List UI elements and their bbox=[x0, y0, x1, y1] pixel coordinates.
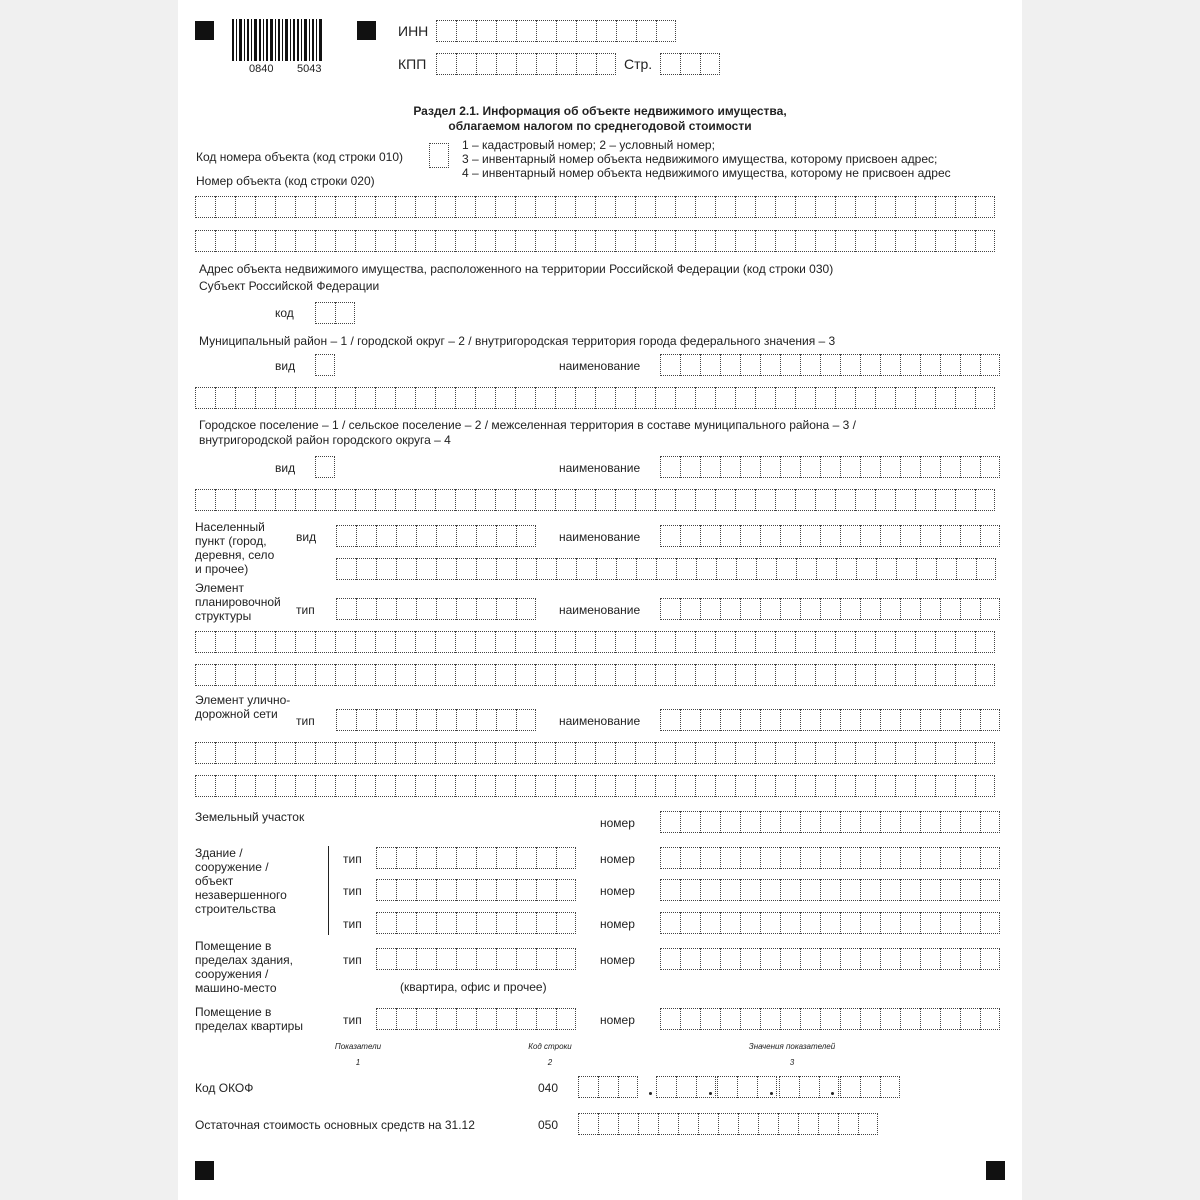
road-label: Элемент улично-дорожной сети bbox=[195, 693, 291, 721]
planning-type-field[interactable] bbox=[336, 598, 536, 620]
building-type-label-1: тип bbox=[343, 852, 362, 866]
locality-label: Населенный пункт (город, деревня, село и прочее) bbox=[195, 520, 275, 576]
flat-premises-type-field[interactable] bbox=[376, 1008, 576, 1030]
municipal-name-row-1[interactable] bbox=[660, 354, 1000, 376]
okof-group-3[interactable] bbox=[717, 1076, 777, 1098]
okof-group-2[interactable] bbox=[656, 1076, 716, 1098]
object-number-label: Номер объекта (код строки 020) bbox=[196, 174, 375, 188]
flat-premises-type-label: тип bbox=[343, 1013, 362, 1027]
okof-separator-dot bbox=[649, 1092, 652, 1095]
object-number-row-1[interactable] bbox=[195, 196, 995, 218]
building-number-field-3[interactable] bbox=[660, 912, 1000, 934]
locality-name-label: наименование bbox=[559, 530, 641, 544]
okof-group-5[interactable] bbox=[840, 1076, 900, 1098]
locality-kind-field[interactable] bbox=[336, 525, 536, 547]
building-number-label-2: номер bbox=[600, 884, 635, 898]
municipal-name-row-2[interactable] bbox=[195, 387, 995, 409]
building-number-label-3: номер bbox=[600, 917, 635, 931]
premises-hint: (квартира, офис и прочее) bbox=[400, 980, 547, 994]
building-number-field-2[interactable] bbox=[660, 879, 1000, 901]
address-heading: Адрес объекта недвижимого имущества, расположенного на территории Российской Федерации (код строки 030) bbox=[199, 262, 834, 276]
planning-name-label: наименование bbox=[559, 603, 641, 617]
okof-group-4[interactable] bbox=[779, 1076, 839, 1098]
residual-value-line-code: 050 bbox=[538, 1118, 559, 1132]
flat-premises-number-field[interactable] bbox=[660, 1008, 1000, 1030]
object-code-option-1: 1 – кадастровый номер; 2 – условный номер; bbox=[462, 138, 715, 152]
corner-marker-bottom-left bbox=[195, 1161, 214, 1180]
object-code-option-3: 4 – инвентарный номер объекта недвижимого имущества, которому не присвоен адрес bbox=[462, 166, 951, 180]
kpp-label: КПП bbox=[398, 56, 427, 72]
corner-marker-bottom-right bbox=[986, 1161, 1005, 1180]
page-number-field[interactable] bbox=[660, 53, 720, 75]
barcode-number-right: 5043 bbox=[297, 63, 322, 75]
municipal-name-label: наименование bbox=[559, 359, 641, 373]
flat-premises-label: Помещение в пределах квартиры bbox=[195, 1005, 303, 1033]
building-bracket bbox=[328, 846, 329, 935]
section-title-line1: Раздел 2.1. Информация об объекте недвижимого имущества, bbox=[413, 104, 787, 118]
okof-separator-dot bbox=[831, 1092, 834, 1095]
building-type-field-1[interactable] bbox=[376, 847, 576, 869]
subject-code-label: код bbox=[275, 306, 294, 320]
building-number-field-1[interactable] bbox=[660, 847, 1000, 869]
inn-field[interactable] bbox=[436, 20, 676, 42]
locality-name-row-1[interactable] bbox=[660, 525, 1000, 547]
road-type-label: тип bbox=[296, 714, 315, 728]
road-name-row-2[interactable] bbox=[195, 742, 995, 764]
okof-line-code: 040 bbox=[538, 1081, 559, 1095]
subject-code-field[interactable] bbox=[315, 302, 355, 324]
premises-label: Помещение в пределах здания, сооружения / машино-место bbox=[195, 939, 293, 995]
land-number-label: номер bbox=[600, 816, 635, 830]
building-type-field-2[interactable] bbox=[376, 879, 576, 901]
building-type-label-3: тип bbox=[343, 917, 362, 931]
table-header-number-3: 3 bbox=[789, 1058, 795, 1067]
okof-label: Код ОКОФ bbox=[195, 1081, 254, 1095]
building-number-label-1: номер bbox=[600, 852, 635, 866]
settlement-kind-field[interactable] bbox=[315, 456, 335, 478]
barcode-number-left: 0840 bbox=[249, 63, 274, 75]
residual-value-label: Остаточная стоимость основных средств на 31.12 bbox=[195, 1118, 475, 1132]
object-code-label: Код номера объекта (код строки 010) bbox=[196, 150, 403, 164]
premises-type-label: тип bbox=[343, 953, 362, 967]
table-header-number-2: 2 bbox=[547, 1058, 553, 1067]
okof-separator-dot bbox=[770, 1092, 773, 1095]
municipal-heading: Муниципальный район – 1 / городской округ – 2 / внутригородская территория города федерального значения – 3 bbox=[199, 334, 836, 348]
object-code-option-2: 3 – инвентарный номер объекта недвижимого имущества, которому присвоен адрес; bbox=[462, 152, 938, 166]
subject-label: Субъект Российской Федерации bbox=[199, 279, 380, 293]
kpp-field[interactable] bbox=[436, 53, 616, 75]
settlement-heading-line1: Городское поселение – 1 / сельское поселение – 2 / межселенная территория в составе муниципального района – 3 / bbox=[199, 418, 856, 432]
land-number-field[interactable] bbox=[660, 811, 1000, 833]
settlement-heading-line2: внутригородской район городского округа – 4 bbox=[199, 433, 451, 447]
land-label: Земельный участок bbox=[195, 810, 305, 824]
okof-group-1[interactable] bbox=[578, 1076, 638, 1098]
road-name-row-1[interactable] bbox=[660, 709, 1000, 731]
planning-name-row-3[interactable] bbox=[195, 664, 995, 686]
building-type-label-2: тип bbox=[343, 884, 362, 898]
object-number-row-2[interactable] bbox=[195, 230, 995, 252]
road-name-row-3[interactable] bbox=[195, 775, 995, 797]
road-name-label: наименование bbox=[559, 714, 641, 728]
flat-premises-number-label: номер bbox=[600, 1013, 635, 1027]
form-page bbox=[178, 0, 1022, 1200]
table-header-number-1: 1 bbox=[355, 1058, 361, 1067]
municipal-kind-field[interactable] bbox=[315, 354, 335, 376]
section-title-line2: облагаемом налогом по среднегодовой стоимости bbox=[448, 119, 752, 133]
settlement-name-row-2[interactable] bbox=[195, 489, 995, 511]
inn-label: ИНН bbox=[398, 23, 429, 39]
corner-marker-top-left bbox=[195, 21, 214, 40]
planning-name-row-1[interactable] bbox=[660, 598, 1000, 620]
table-header-values: Значения показателей bbox=[748, 1042, 836, 1051]
locality-name-row-2[interactable] bbox=[336, 558, 996, 580]
page-label: Стр. bbox=[624, 56, 653, 72]
locality-kind-label: вид bbox=[296, 530, 317, 544]
object-code-field[interactable] bbox=[429, 143, 449, 168]
corner-marker-top-center bbox=[357, 21, 376, 40]
premises-type-field[interactable] bbox=[376, 948, 576, 970]
planning-name-row-2[interactable] bbox=[195, 631, 995, 653]
table-header-indicators: Показатели bbox=[334, 1042, 382, 1051]
planning-label: Элемент планировочной структуры bbox=[195, 581, 281, 623]
premises-number-field[interactable] bbox=[660, 948, 1000, 970]
settlement-kind-label: вид bbox=[275, 461, 296, 475]
road-type-field[interactable] bbox=[336, 709, 536, 731]
settlement-name-row-1[interactable] bbox=[660, 456, 1000, 478]
municipal-kind-label: вид bbox=[275, 359, 296, 373]
planning-type-label: тип bbox=[296, 603, 315, 617]
barcode bbox=[232, 19, 324, 61]
building-label: Здание / сооружение / объект незавершенного строительства bbox=[195, 846, 287, 916]
table-header-line-code: Код строки bbox=[528, 1042, 572, 1051]
building-type-field-3[interactable] bbox=[376, 912, 576, 934]
residual-value-field[interactable] bbox=[578, 1113, 878, 1135]
premises-number-label: номер bbox=[600, 953, 635, 967]
settlement-name-label: наименование bbox=[559, 461, 641, 475]
okof-separator-dot bbox=[709, 1092, 712, 1095]
